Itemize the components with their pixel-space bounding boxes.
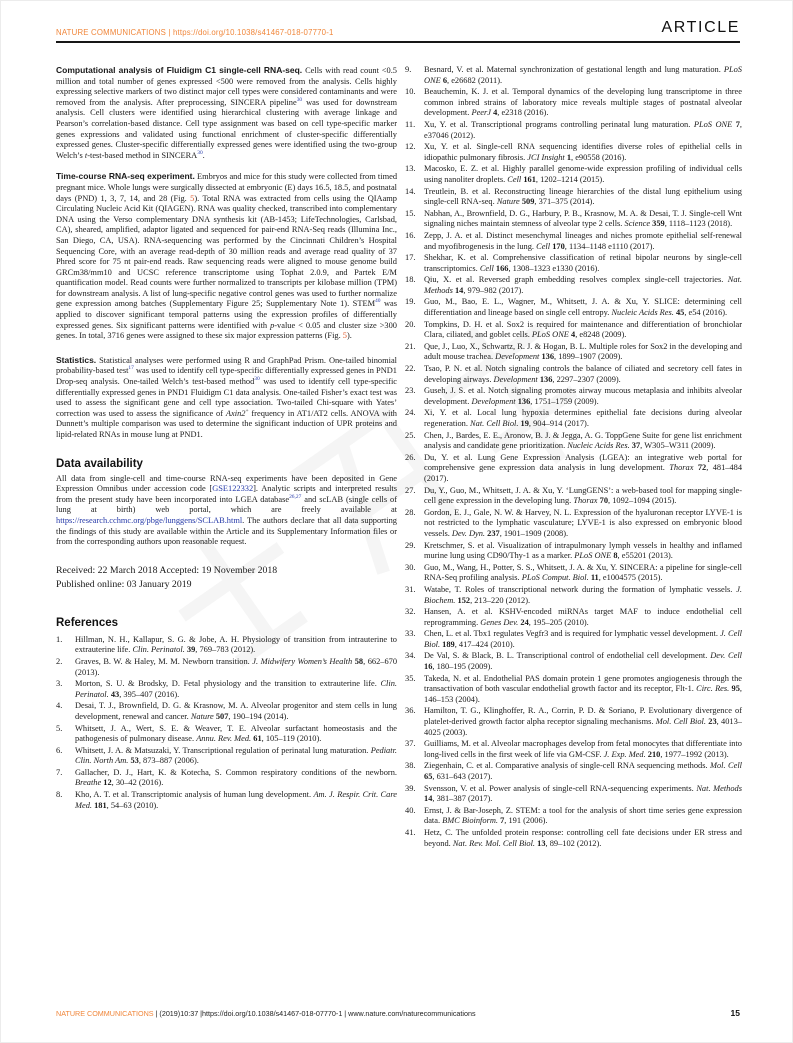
reference-text: Gallacher, D. J., Hart, K. & Kotecha, S. Common respiratory conditions of the newborn. Breathe 12, 30–42 (2016).: [75, 767, 397, 788]
reference-item: [56, 724, 397, 745]
reference-number: 32.: [405, 607, 416, 617]
reference-text: Besnard, V. et al. Maternal synchronization of gestational length and lung maturation. PLoS ONE 6, e26682 (2011).: [424, 65, 742, 85]
reference-item: [56, 635, 397, 656]
reference-text: Qiu, X. et al. Reversed graph embedding resolves complex single-cell trajectories. Nat. Methods 14, 979–982 (2017).: [424, 275, 742, 295]
reference-number: 13.: [405, 164, 416, 174]
data-availability-heading: Data availability: [56, 457, 143, 470]
inline-link[interactable]: GSE122332: [212, 484, 254, 494]
reference-item: [405, 651, 742, 672]
reference-item: [405, 342, 742, 363]
reference-text: Zepp, J. A. et al. Distinct mesenchymal lineages and niches promote epithelial self-renewal and myofibrogenesis in the lung. Cell 170, 1134–1148 e1110 (2017).: [424, 230, 742, 251]
reference-number: 12.: [405, 142, 416, 152]
reference-item: [405, 65, 742, 86]
reference-item: [405, 120, 742, 141]
reference-item: [56, 657, 397, 678]
methods-paragraph-timecourse-rnaseq: Time-course RNA-seq experiment. Embryos and mice for this study were collected from timed pregnant mice. Whole lungs were surgically dissected at embryonic (E) days 16.5, 18.5, and postnatal days (PND) 1, 3, 7, 14, and 28 (Fig. 5). Total RNA was extracted from cells using the QIAamp Circulating Nucleic Acid Kit (QIAGEN). RNA was quality checked, transcribed into complementary DNA using the Verso complementary DNA synthesis kit (AB-1453; LifeTechnologies, Carlsbad, CA), sheared, amplified, adaptor ligated and sequenced for pair-end RNA-Seq reads (Illumina Inc., San Diego, CA, USA). RNA-sequencing was performed by the Cincinnati Children’s Hospital Sequencing Core, with an average read-depth of 30 million reads and average read quality of 37 Phred score for 75 nt pair-end reads. Raw sequencing reads were aligned to mouse genome build GRCm38/mm10 and UCSC reference transcriptome using Tophat 2.0.9, and Partek E/M quantification model. Read counts were further normalized to transcripts per kilobase million (TPM) for downstream analysis. A list of lung-specific negative control genes was used to further normalize gene expression among batches (Supplementary Figure 25; Supplementary Note 1). STEM$^{40}$ was applied to discover significant temporal patterns using the expression profiles of differentially expressed genes. Six significant patterns were identified with p-value < 0.05 and cluster size >300 genes. In total, 3716 genes were assigned to these six major expression patterns (Fig. 5).: [56, 171, 398, 341]
reference-number: 10.: [405, 87, 416, 97]
reference-text: Hetz, C. The unfolded protein response: controlling cell fate decisions under ER stress and beyond. Nat. Rev. Mol. Cell Biol. 13, 89–102 (2012).: [424, 827, 742, 848]
reference-number: 15.: [405, 208, 416, 218]
reference-item: [405, 761, 742, 782]
reference-number: 22.: [405, 364, 416, 374]
reference-text: Hillman, N. H., Kallapur, S. G. & Jobe, A. H. Physiology of transition from intrauterine to extrauterine life. Clin. Perinatol. 39, 769–783 (2012).: [75, 634, 397, 655]
reference-text: Desai, T. J., Brownfield, D. G. & Krasnow, M. A. Alveolar progenitor and stem cells in lung development, renewal and cancer. Nature 507, 190–194 (2014).: [75, 701, 397, 721]
dates-block: [56, 564, 397, 592]
reference-number: 37.: [405, 739, 416, 749]
reference-item: [405, 408, 742, 429]
reference-text: Gordon, E. J., Gale, N. W. & Harvey, N. L. Expression of the hyaluronan receptor LYVE-1 is not restricted to the lymphatic vasculature; LYVE-1 is also expressed on embryonic blood vessels. Dev. Dyn. 237, 1901–1909 (2008).: [424, 507, 742, 538]
reference-number: 17.: [405, 253, 416, 263]
reference-number: 25.: [405, 430, 416, 440]
reference-item: [405, 607, 742, 628]
reference-item: [405, 706, 742, 738]
reference-item: [405, 142, 742, 163]
reference-item: [56, 701, 397, 722]
reference-item: [56, 768, 397, 789]
reference-text: De Val, S. & Black, B. L. Transcriptional control of endothelial cell development. Dev. Cell 16, 180–195 (2009).: [424, 651, 742, 672]
reference-number: 27.: [405, 485, 416, 495]
inline-link[interactable]: 30: [254, 376, 260, 383]
page-number: 15: [730, 1008, 740, 1018]
reference-text: Du, Y. et al. Lung Gene Expression Analysis (LGEA): an integrative web portal for comprehensive gene expression data analysis in lung development. Thorax 72, 481–484 (2017).: [424, 452, 743, 483]
reference-item: [56, 746, 397, 767]
reference-number: 23.: [405, 386, 416, 396]
methods-paragraph-statistics: Statistics. Statistical analyses were performed using R and GraphPad Prism. One-tailed binomial probability-based test$^{17}$ was used to identify cell type-specific differentially expressed genes in PND1 Drop-seq analysis. One-tailed Welch’s test-based method$^{30}$ was used to identify cell type-specific differentially expressed genes in PND1 Fluidigm C1 data analysis. One-tailed Fisher’s exact test was used to assess the significant gene and cell type association. Two-tailed Chi-square with Yates’ correction was used to assess the significance of Axin2+ frequency in AT1/AT2 cells. ANOVA with Dunnett’s multiple comparison was used to determine the significant induction of UPR proteins and lipid-related RNAs in mouse lung at PND1.: [56, 354, 397, 439]
reference-item: [405, 187, 742, 208]
inline-link[interactable]: 30: [197, 149, 203, 156]
left-column: [56, 65, 397, 812]
reference-item: [405, 231, 742, 252]
reference-text: Macosko, E. Z. et al. Highly parallel genome-wide expression profiling of individual cells using nanoliter droplets. Cell 161, 1202–1214 (2015).: [424, 164, 742, 184]
reference-number: 33.: [405, 629, 416, 639]
reference-item: [405, 629, 742, 650]
reference-text: Du, Y., Guo, M., Whitsett, J. A. & Xu, Y. ‘LungGENS’: a web-based tool for mapping single-cell gene expression in the developing lung. Thorax 70, 1092–1094 (2015).: [424, 485, 742, 506]
reference-item: [405, 828, 742, 849]
reference-number: 1.: [56, 634, 63, 644]
reference-number: 40.: [405, 805, 416, 815]
header-journal-doi-link[interactable]: NATURE COMMUNICATIONS | https://doi.org/10.1038/s41467-018-07770-1: [56, 28, 334, 37]
reference-number: 14.: [405, 186, 416, 196]
published-online-line: Published online: 03 January 2019: [56, 578, 192, 590]
reference-text: Guilliams, M. et al. Alveolar macrophages develop from fetal monocytes that differentiate into long-lived cells in the first week of life via GM-CSF. J. Exp. Med. 210, 1977–1992 (2013).: [424, 739, 742, 759]
reference-text: Tompkins, D. H. et al. Sox2 is required for maintenance and differentiation of bronchiolar Clara, ciliated, and goblet cells. PLoS ONE 4, e8248 (2009).: [424, 319, 742, 340]
references-list-left: [56, 635, 397, 812]
reference-number: 20.: [405, 319, 416, 329]
reference-text: Morton, S. U. & Brodsky, D. Fetal physiology and the transition to extrauterine life. Clin. Perinatol. 43, 395–407 (2016).: [75, 679, 397, 699]
reference-text: Xi, Y. et al. Local lung hypoxia determines epithelial fate decisions during alveolar regeneration. Nat. Cell Biol. 19, 904–914 (2017).: [424, 408, 742, 428]
inline-link[interactable]: 40: [375, 298, 381, 305]
reference-number: 7.: [56, 767, 63, 777]
reference-item: [405, 806, 742, 827]
reference-item: [405, 431, 742, 452]
reference-item: [56, 790, 397, 811]
reference-number: 8.: [56, 790, 63, 800]
reference-text: Xu, Y. et al. Single-cell RNA sequencing identifies diverse roles of epithelial cells in idiopathic pulmonary fibrosis. JCI Insight 1, e90558 (2016).: [424, 142, 742, 162]
reference-number: 6.: [56, 745, 63, 755]
reference-number: 21.: [405, 341, 416, 351]
inline-link[interactable]: 26,27: [289, 493, 302, 500]
reference-text: Tsao, P. N. et al. Notch signaling controls the balance of ciliated and secretory cell fates in developing airways. Development 136, 2297–2307 (2009).: [424, 364, 742, 384]
reference-item: [405, 87, 742, 119]
reference-text: Guo, M., Wang, H., Potter, S. S., Whitsett, J. A. & Xu, Y. SINCERA: a pipeline for single-cell RNA-Seq profiling analysis. PLoS Comput. Biol. 11, e1004575 (2015).: [424, 562, 742, 583]
footer-journal-name: NATURE COMMUNICATIONS: [56, 1009, 154, 1018]
inline-link[interactable]: 30: [296, 96, 303, 103]
reference-number: 34.: [405, 651, 416, 661]
reference-text: Whitsett, J. A. & Matsuzaki, Y. Transcriptional regulation of perinatal lung maturation. Pediatr. Clin. North Am. 53, 873–887 (2006).: [75, 745, 397, 766]
reference-item: [405, 739, 742, 760]
reference-text: Kretschmer, S. et al. Visualization of intrapulmonary lymph vessels in healthy and inflamed murine lung using CD90/Thy-1 as a marker. PLoS ONE 8, e55201 (2013).: [424, 540, 742, 561]
inline-link[interactable]: https://research.cchmc.org/pbge/lunggens/SCLAB.html: [56, 515, 243, 525]
reference-number: 5.: [56, 723, 63, 733]
reference-number: 16.: [405, 230, 416, 240]
reference-item: [405, 541, 742, 562]
reference-text: Watabe, T. Roles of transcriptional network during the formation of lymphatic vessels. J. Biochem. 152, 213–220 (2012).: [424, 584, 742, 605]
figure-link[interactable]: 5: [342, 331, 347, 341]
reference-item: [405, 486, 742, 507]
reference-number: 31.: [405, 584, 416, 594]
reference-item: [405, 674, 742, 706]
reference-number: 9.: [405, 65, 412, 74]
inline-link[interactable]: 17: [128, 365, 134, 372]
reference-item: [405, 275, 742, 296]
reference-text: Shekhar, K. et al. Comprehensive classification of retinal bipolar neurons by single-cell transcriptomics. Cell 166, 1308–1323 e1330 (2016).: [424, 253, 742, 273]
reference-item: [405, 563, 742, 584]
footer-citation-line: [56, 1009, 476, 1018]
data-availability-paragraph: All data from single-cell and time-course RNA-seq experiments have been deposited in Gene Expression Omnibus under accession code [GSE122332]. Analytic scripts and interpreted results from the present study have been incorporated into LGEA database$^{26,27}$ and scLAB (single cells of lung at birth) web portal, which are freely available at https://research.cchmc.org/pbge/lunggens/SCLAB.html. The authors declare that all data supporting the findings of this study are available within the Article and its Supplementary Information files or from the corresponding authors upon reasonable request.: [56, 473, 398, 547]
reference-item: [405, 164, 742, 185]
reference-text: Ziegenhain, C. et al. Comparative analysis of single-cell RNA sequencing methods. Mol. Cell 65, 631–643 (2017).: [424, 761, 743, 781]
page-header: [56, 19, 740, 43]
reference-item: [405, 297, 742, 318]
reference-number: 11.: [405, 119, 416, 129]
reference-number: 19.: [405, 297, 416, 307]
reference-text: Svensson, V. et al. Power analysis of single-cell RNA-sequencing experiments. Nat. Methods 14, 381–387 (2017).: [424, 783, 742, 804]
methods-paragraph-computational-analysis: Computational analysis of Fluidigm C1 single-cell RNA-seq. Cells with read count <0.5 million and total number of genes expressed <500 were removed from the analysis. Cells highly expressing selective markers of two distinct major cell types were considered contaminants and were removed from the analysis. After preprocessing, SINCERA pipeline$^{30}$ was used for downstream analysis. Cell clusters were identified using hierarchical clustering with average linkage and Pearson’s correlation-based distance. Cell type assignment was based on cell type-specific marker genes expressions and validated using functional enrichment of cluster-specific differentially expressed genes. Cluster-specific differentially expressed genes were identified using the two-group Welch’s t-test-based method in SINCERA$^{30}$.: [56, 65, 398, 160]
reference-text: Treutlein, B. et al. Reconstructing lineage hierarchies of the distal lung epithelium using single-cell RNA-seq. Nature 509, 371–375 (2014).: [424, 186, 742, 207]
reference-number: 29.: [405, 540, 416, 550]
figure-link[interactable]: 5: [190, 193, 195, 203]
footer-doi-url[interactable]: | (2019)10:37 |https://doi.org/10.1038/s41467-018-07770-1 | www.nature.com/naturecommunications: [153, 1009, 476, 1018]
reference-number: 2.: [56, 656, 63, 666]
reference-item: [56, 679, 397, 700]
reference-item: [405, 320, 742, 341]
reference-number: 39.: [405, 783, 416, 793]
reference-text: Xu, Y. et al. Transcriptional programs controlling perinatal lung maturation. PLoS ONE 7, e37046 (2012).: [424, 119, 742, 140]
reference-text: Graves, B. W. & Haley, M. M. Newborn transition. J. Midwifery Women’s Health 58, 662–670 (2013).: [75, 656, 398, 677]
reference-text: Beauchemin, K. J. et al. Temporal dynamics of the developing lung transcriptome in three common inbred strains of laboratory mice reveals multiple stages of postnatal alveolar development. PeerJ 4, e2318 (2016).: [424, 87, 742, 118]
reference-text: Takeda, N. et al. Endothelial PAS domain protein 1 gene promotes angiogenesis through the transactivation of both vascular endothelial growth factor and its receptor, Flt-1. Circ. Res. 95, 146–153 (2004).: [424, 673, 743, 704]
reference-text: Chen, J., Bardes, E. E., Aronow, B. J. & Jegga, A. G. ToppGene Suite for gene list enrichment analysis and candidate gene prioritization. Nucleic Acids Res. 37, W305–W311 (2009).: [424, 430, 742, 451]
reference-item: [405, 364, 742, 385]
reference-text: Guo, M., Bao, E. L., Wagner, M., Whitsett, J. A. & Xu, Y. SLICE: determining cell differentiation and lineage based on single cell entropy. Nucleic Acids Res. 45, e54 (2016).: [424, 297, 742, 318]
reference-number: 30.: [405, 562, 416, 572]
reference-text: Kho, A. T. et al. Transcriptomic analysis of human lung development. Am. J. Respir. Crit. Care Med. 181, 54–63 (2010).: [75, 790, 397, 810]
references-heading: References: [56, 616, 119, 629]
reference-item: [405, 784, 742, 805]
reference-text: Ernst, J. & Bar-Joseph, Z. STEM: a tool for the analysis of short time series gene expression data. BMC Bioinform. 7, 191 (2006).: [424, 805, 742, 826]
reference-text: Hansen, A. et al. KSHV-encoded miRNAs target MAF to induce endothelial cell reprogramming. Genes Dev. 24, 195–205 (2010).: [424, 607, 742, 627]
reference-number: 36.: [405, 706, 416, 716]
references-list-right: [405, 65, 742, 849]
article-type-label: ARTICLE: [661, 19, 740, 36]
reference-text: Chen, L. et al. Tbx1 regulates Vegfr3 and is required for lymphatic vessel development. J. Cell Biol. 189, 417–424 (2010).: [424, 629, 742, 649]
reference-item: [405, 585, 742, 606]
reference-text: Guseh, J. S. et al. Notch signaling promotes airway mucous metaplasia and inhibits alveolar development. Development 136, 1751–1759 (2009).: [424, 386, 742, 406]
reference-text: Nabhan, A., Brownfield, D. G., Harbury, P. B., Krasnow, M. A. & Desai, T. J. Single-cell Wnt signaling niches maintain stemness of alveolar type 2 cells. Science 359, 1118–1123 (2018).: [424, 208, 742, 229]
reference-text: Que, J., Luo, X., Schwartz, R. J. & Hogan, B. L. Multiple roles for Sox2 in the developing and adult mouse trachea. Development 136, 1899–1907 (2009).: [424, 341, 742, 362]
reference-item: [405, 386, 742, 407]
reference-number: 35.: [405, 673, 416, 683]
reference-number: 18.: [405, 275, 416, 285]
received-accepted-line: Received: 22 March 2018 Accepted: 19 November 2018: [56, 564, 278, 576]
reference-text: Whitsett, J. A., Wert, S. E. & Weaver, T. E. Alveolar surfactant homeostasis and the pathogenesis of pulmonary disease. Annu. Rev. Med. 61, 105–119 (2010).: [75, 723, 397, 744]
reference-number: 26.: [405, 452, 416, 462]
reference-number: 38.: [405, 761, 416, 771]
reference-number: 28.: [405, 507, 416, 517]
reference-text: Hamilton, T. G., Klinghoffer, R. A., Corrin, P. D. & Soriano, P. Evolutionary divergence of platelet-derived growth factor alpha receptor signaling mechanisms. Mol. Cell Biol. 23, 4013–4025 (2003).: [424, 706, 742, 737]
reference-number: 41.: [405, 827, 416, 837]
reference-number: 3.: [56, 679, 63, 689]
right-column: [405, 65, 742, 850]
reference-item: [405, 209, 742, 230]
reference-item: [405, 453, 742, 485]
reference-number: 4.: [56, 701, 63, 711]
reference-item: [405, 508, 742, 540]
reference-number: 24.: [405, 408, 416, 418]
reference-item: [405, 253, 742, 274]
page-footer: [56, 1008, 740, 1018]
